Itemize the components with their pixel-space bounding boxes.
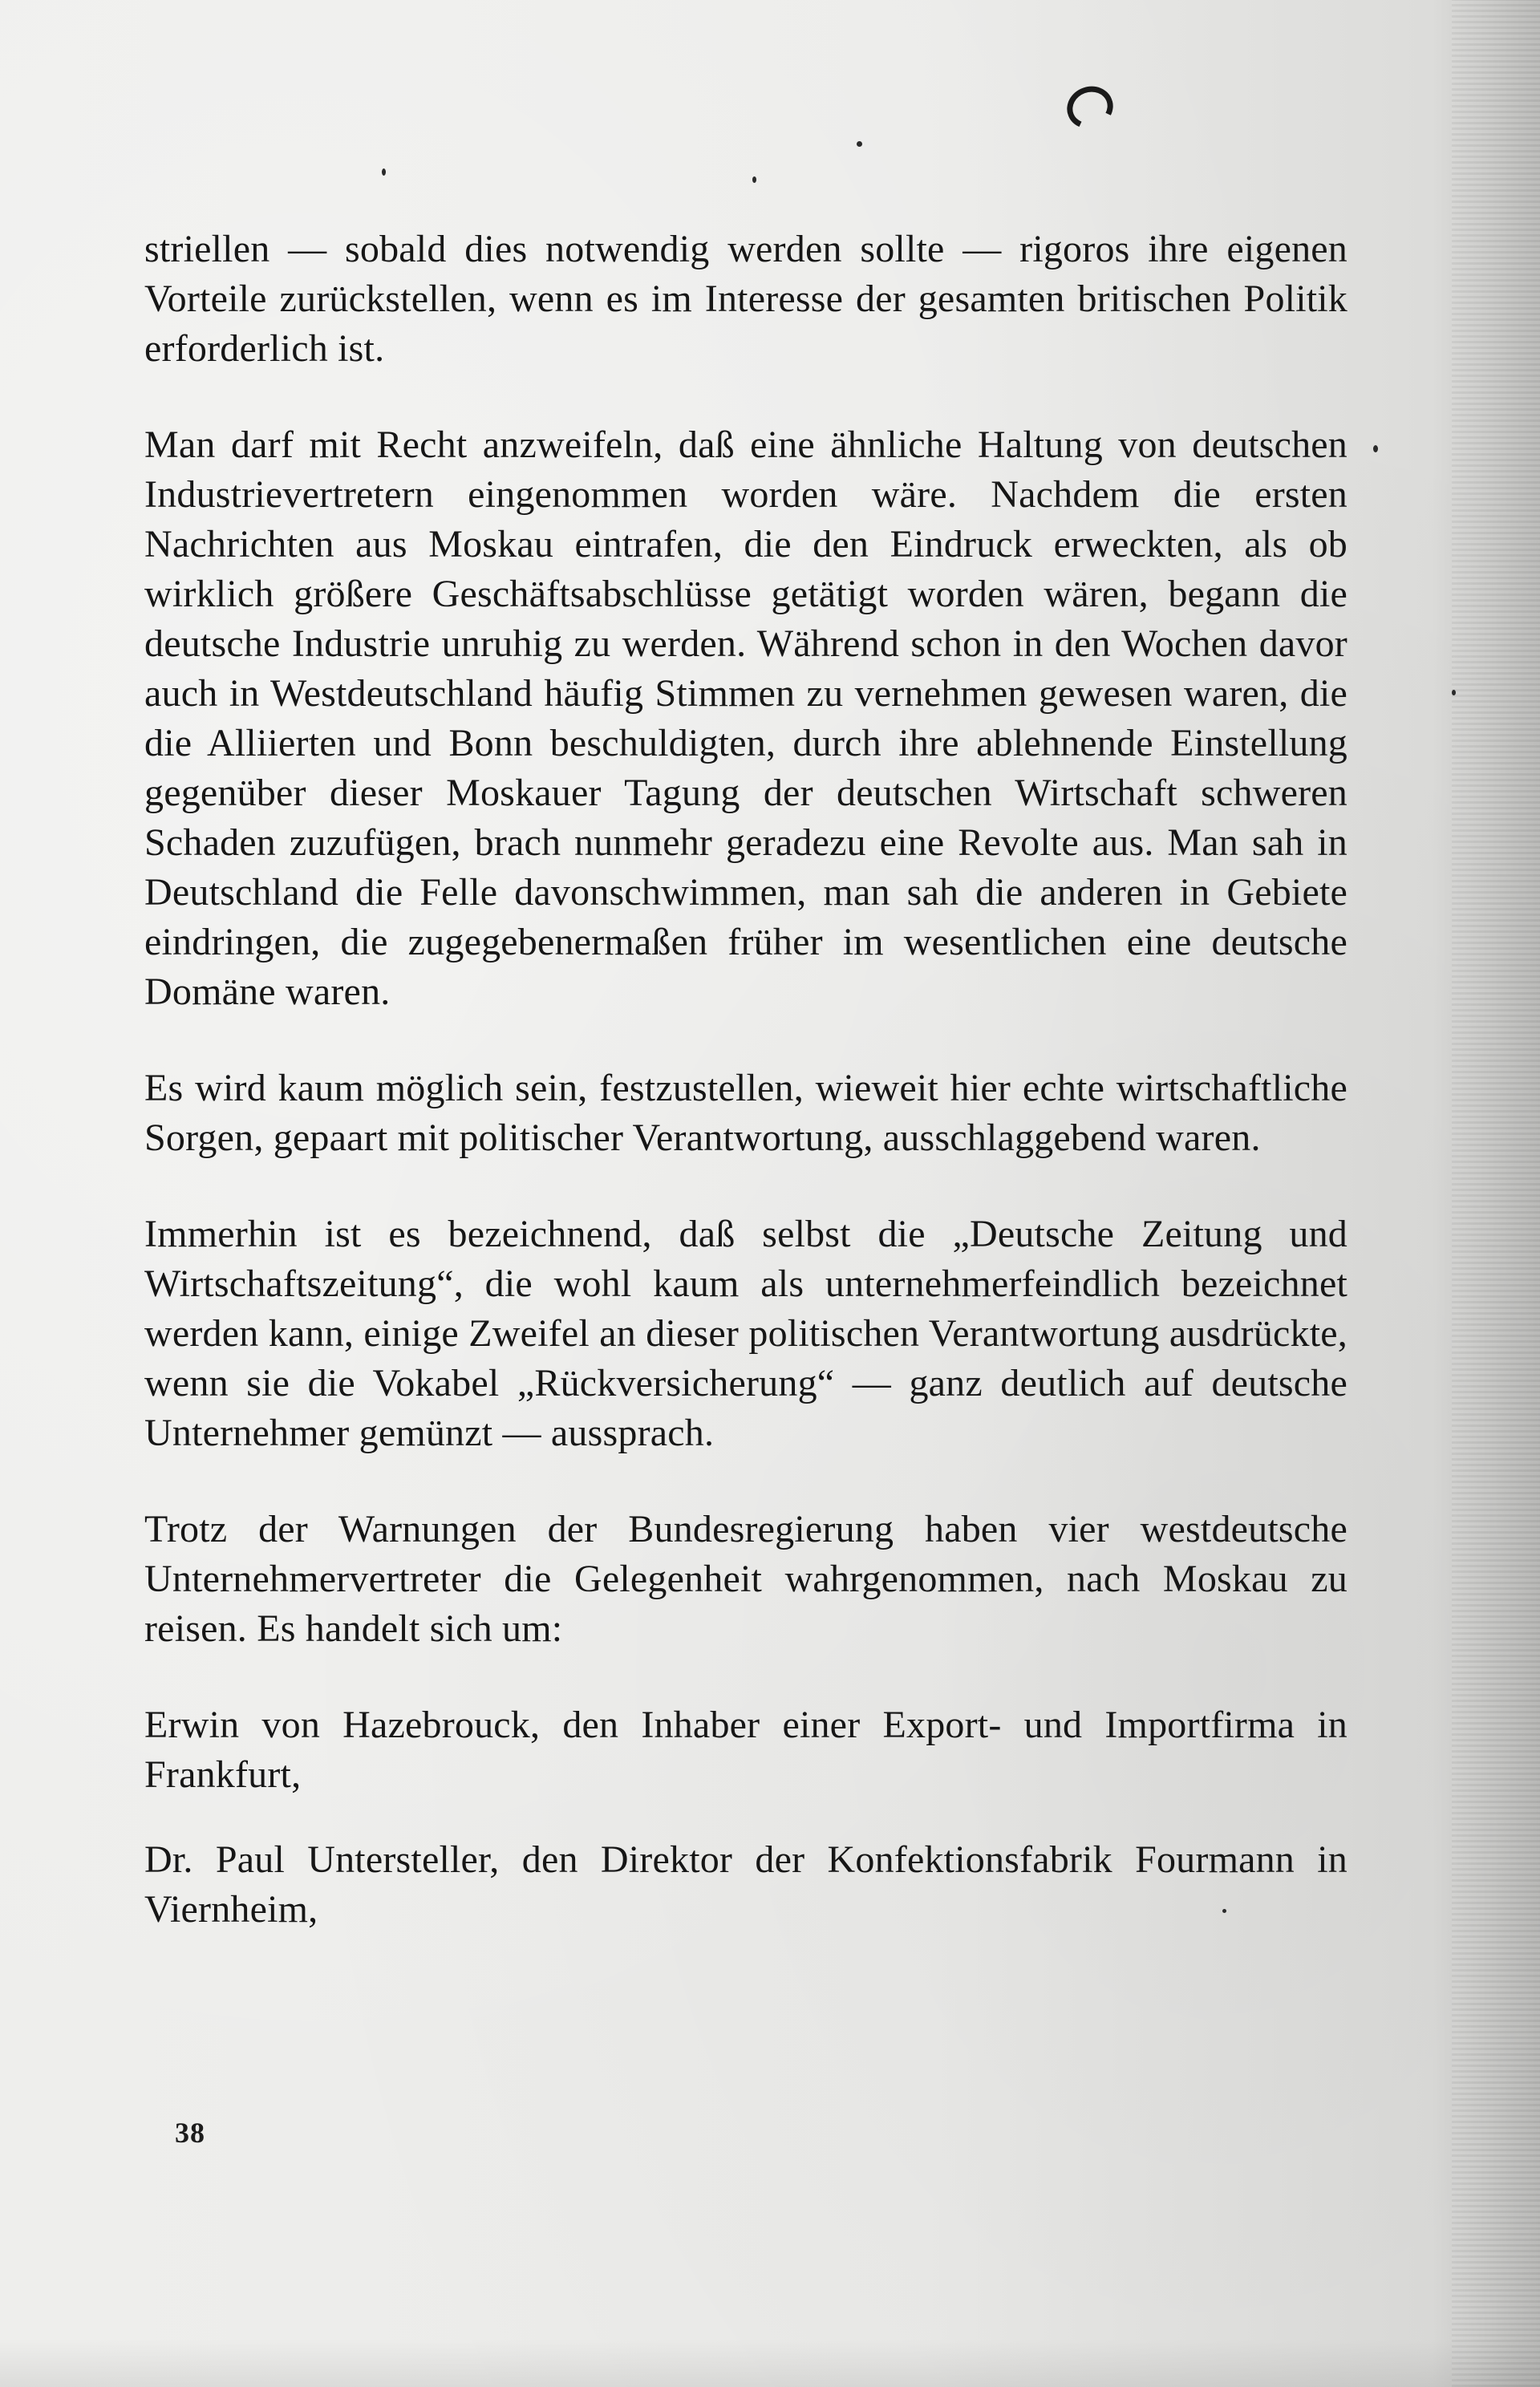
page-number: 38 bbox=[175, 2117, 205, 2149]
ink-blot-mark bbox=[1061, 80, 1119, 136]
paragraph: Trotz der Warnungen der Bundesregierung haben vier westdeutsche Unternehmervertreter die Gelegenheit wahrgenommen, nach Moskau zu reisen. Es handelt sich um: bbox=[144, 1508, 1348, 1650]
page-edge-shadow bbox=[1452, 0, 1540, 2387]
ink-speck bbox=[857, 141, 862, 147]
ink-speck bbox=[1452, 690, 1456, 695]
page-bottom-shadow bbox=[0, 2339, 1540, 2387]
ink-speck bbox=[382, 168, 386, 176]
paragraph: striellen — sobald dies notwendig werden sollte — rigoros ihre eigenen Vorteile zurückstellen, wenn es im Interesse der gesamten britischen Politik erforderlich ist. bbox=[144, 228, 1348, 370]
paragraph: Es wird kaum möglich sein, festzustellen, wieweit hier echte wirtschaftliche Sorgen, gepaart mit politischer Verantwortung, ausschlaggebend waren. bbox=[144, 1067, 1348, 1159]
ink-speck bbox=[1373, 445, 1378, 452]
list-entry: Dr. Paul Untersteller, den Direktor der Konfektionsfabrik Fourmann in Viernheim, bbox=[144, 1838, 1348, 1931]
body-text bbox=[144, 225, 1348, 1970]
paragraph: Immerhin ist es bezeichnend, daß selbst die „Deutsche Zeitung und Wirtschaftszeitung“, die wohl kaum als unternehmerfeindlich bezeichnet werden kann, einige Zweifel an dieser politischen Verantwortung ausdrückte, wenn sie die Vokabel „Rückversicherung“ — ganz deutlich auf deutsche Unternehmer gemünzt — aussprach. bbox=[144, 1213, 1348, 1454]
list-entry: Erwin von Hazebrouck, den Inhaber einer Export- und Importfirma in Frankfurt, bbox=[144, 1704, 1348, 1796]
ink-speck bbox=[752, 176, 756, 183]
paragraph: Man darf mit Recht anzweifeln, daß eine ähnliche Haltung von deutschen Industrievertretern eingenommen worden wäre. Nachdem die ersten Nachrichten aus Moskau eintrafen, die den Eindruck erweckten, als ob wirklich größere Geschäftsabschlüsse getätigt worden wären, begann die deutsche Industrie unruhig zu werden. Während schon in den Wochen davor auch in Westdeutschland häufig Stimmen zu vernehmen gewesen waren, die die Alliierten und Bonn beschuldigten, durch ihre ablehnende Einstellung gegenüber dieser Moskauer Tagung der deutschen Wirtschaft schweren Schaden zuzufügen, brach nunmehr geradezu eine Revolte aus. Man sah in Deutschland die Felle davonschwimmen, man sah die anderen in Gebiete eindringen, die zugegebenermaßen früher im wesentlichen eine deutsche Domäne waren. bbox=[144, 424, 1348, 1013]
